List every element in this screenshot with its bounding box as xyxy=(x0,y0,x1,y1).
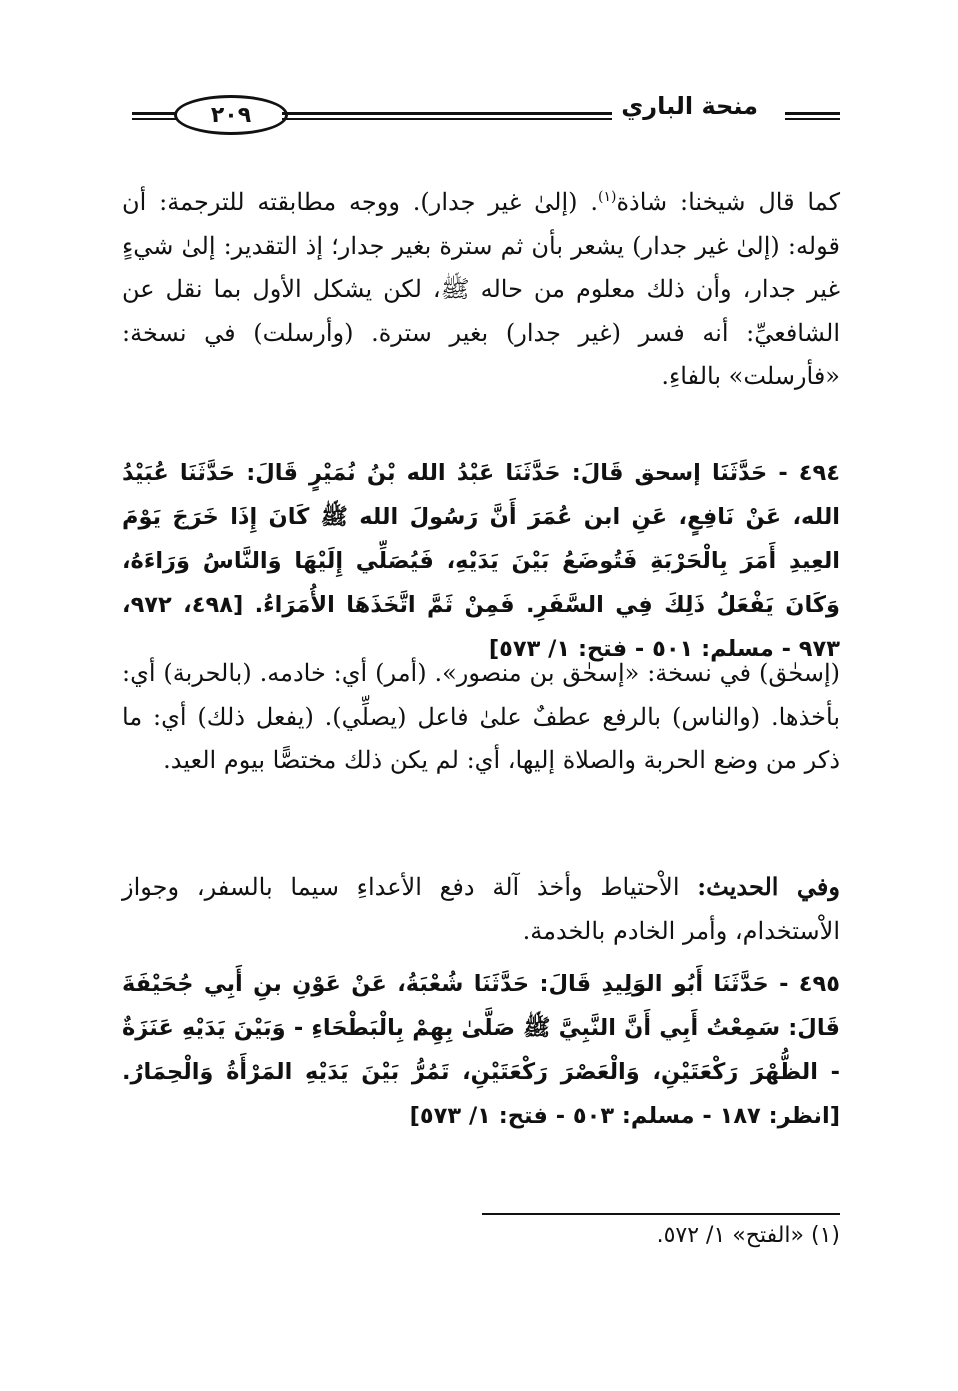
page-number: ٢٠٩ xyxy=(174,95,288,135)
footnote-divider xyxy=(482,1213,840,1215)
commentary-text: (إسحٰق) في نسخة: «إسحٰق بن منصور». (أمر) أي: خادمه. (بالحربة) أي: بأخذها. (والناس) بالرفع عطفٌ علىٰ فاعل (يصلِّي). (يفعل ذلك) أي: ما ذكر من وضع الحربة والصلاة إليها، أي: لم يكن ذلك مختصًّا بيوم العيد. xyxy=(122,659,841,774)
hadith-text: ٤٩٤ - حَدَّثَنَا إسحق قَالَ: حَدَّثَنَا عَبْدُ الله بْنُ نُمَيْرٍ قَالَ: حَدَّثَنَا عُبَيْدُ الله، عَنْ نَافِعٍ، عَنِ ابن عُمَرَ أَنَّ رَسُولَ الله ﷺ كَانَ إِذَا خَرَجَ يَوْمَ العِيدِ أَمَرَ بِالْحَرْبَةِ فَتُوضَعُ بَيْنَ يَدَيْهِ، فَيُصَلِّي إِلَيْهَا وَالنَّاسُ وَرَاءَهُ، وَكَانَ يَفْعَلُ ذَلِكَ فِي السَّفَرِ. فَمِنْ ثَمَّ اتَّخَذَهَا الأُمَرَاءُ. [٤٩٨، ٩٧٢، ٩٧٣ - مسلم: ٥٠١ - فتح: ١/ ٥٧٣] xyxy=(122,460,841,662)
footnote-ref: (١) xyxy=(598,189,617,205)
header-rule-right xyxy=(785,112,840,115)
commentary-paragraph-3 xyxy=(122,865,840,953)
footnote: (١) «الفتح» ١/ ٥٧٢. xyxy=(656,1223,840,1248)
commentary-text: كما قال شيخنا: شاذة xyxy=(616,188,841,216)
book-title: منحة الباري xyxy=(621,92,758,120)
page-header xyxy=(132,92,840,142)
commentary-paragraph-2 xyxy=(122,652,840,783)
hadith-495 xyxy=(122,962,840,1138)
section-lead: وفي الحديث: xyxy=(697,872,840,901)
hadith-494 xyxy=(122,451,840,671)
header-rule-middle xyxy=(282,112,612,115)
commentary-paragraph-1 xyxy=(122,176,840,399)
commentary-text: . (إلىٰ غير جدار). ووجه مطابقته للترجمة: أن قوله: (إلىٰ غير جدار) يشعر بأن ثم سترة بغير جدار؛ إذ التقدير: إلىٰ شيءٍ غير جدار، وأن ذلك معلوم من حاله ﷺ، لكن يشكل الأول بما نقل عن الشافعيِّ: أنه فسر (غير جدار) بغير سترة. (وأرسلت) في نسخة: «فأرسلت» بالفاءِ. xyxy=(122,188,840,390)
hadith-text: ٤٩٥ - حَدَّثَنَا أَبُو الوَلِيدِ قَالَ: حَدَّثَنَا شُعْبَةُ، عَنْ عَوْنِ بنِ أَبِي جُحَيْفَةَ قَالَ: سَمِعْتُ أَبِي أَنَّ النَّبِيَّ ﷺ صَلَّىٰ بِهِمْ بِالْبَطْحَاءِ - وَبَيْنَ يَدَيْهِ عَنَزَةٌ - الظُّهْرَ رَكْعَتَيْنِ، وَالْعَصْرَ رَكْعَتَيْنِ، تَمُرُّ بَيْنَ يَدَيْهِ المَرْأَةُ وَالْحِمَارُ. [انظر: ١٨٧ - مسلم: ٥٠٣ - فتح: ١/ ٥٧٣] xyxy=(122,971,840,1129)
commentary-text: الاْحتياط وأخذ آلة دفع الأعداءِ سيما بالسفر، وجواز الاْستخدام، وأمر الخادم بالخدمة. xyxy=(122,873,840,945)
